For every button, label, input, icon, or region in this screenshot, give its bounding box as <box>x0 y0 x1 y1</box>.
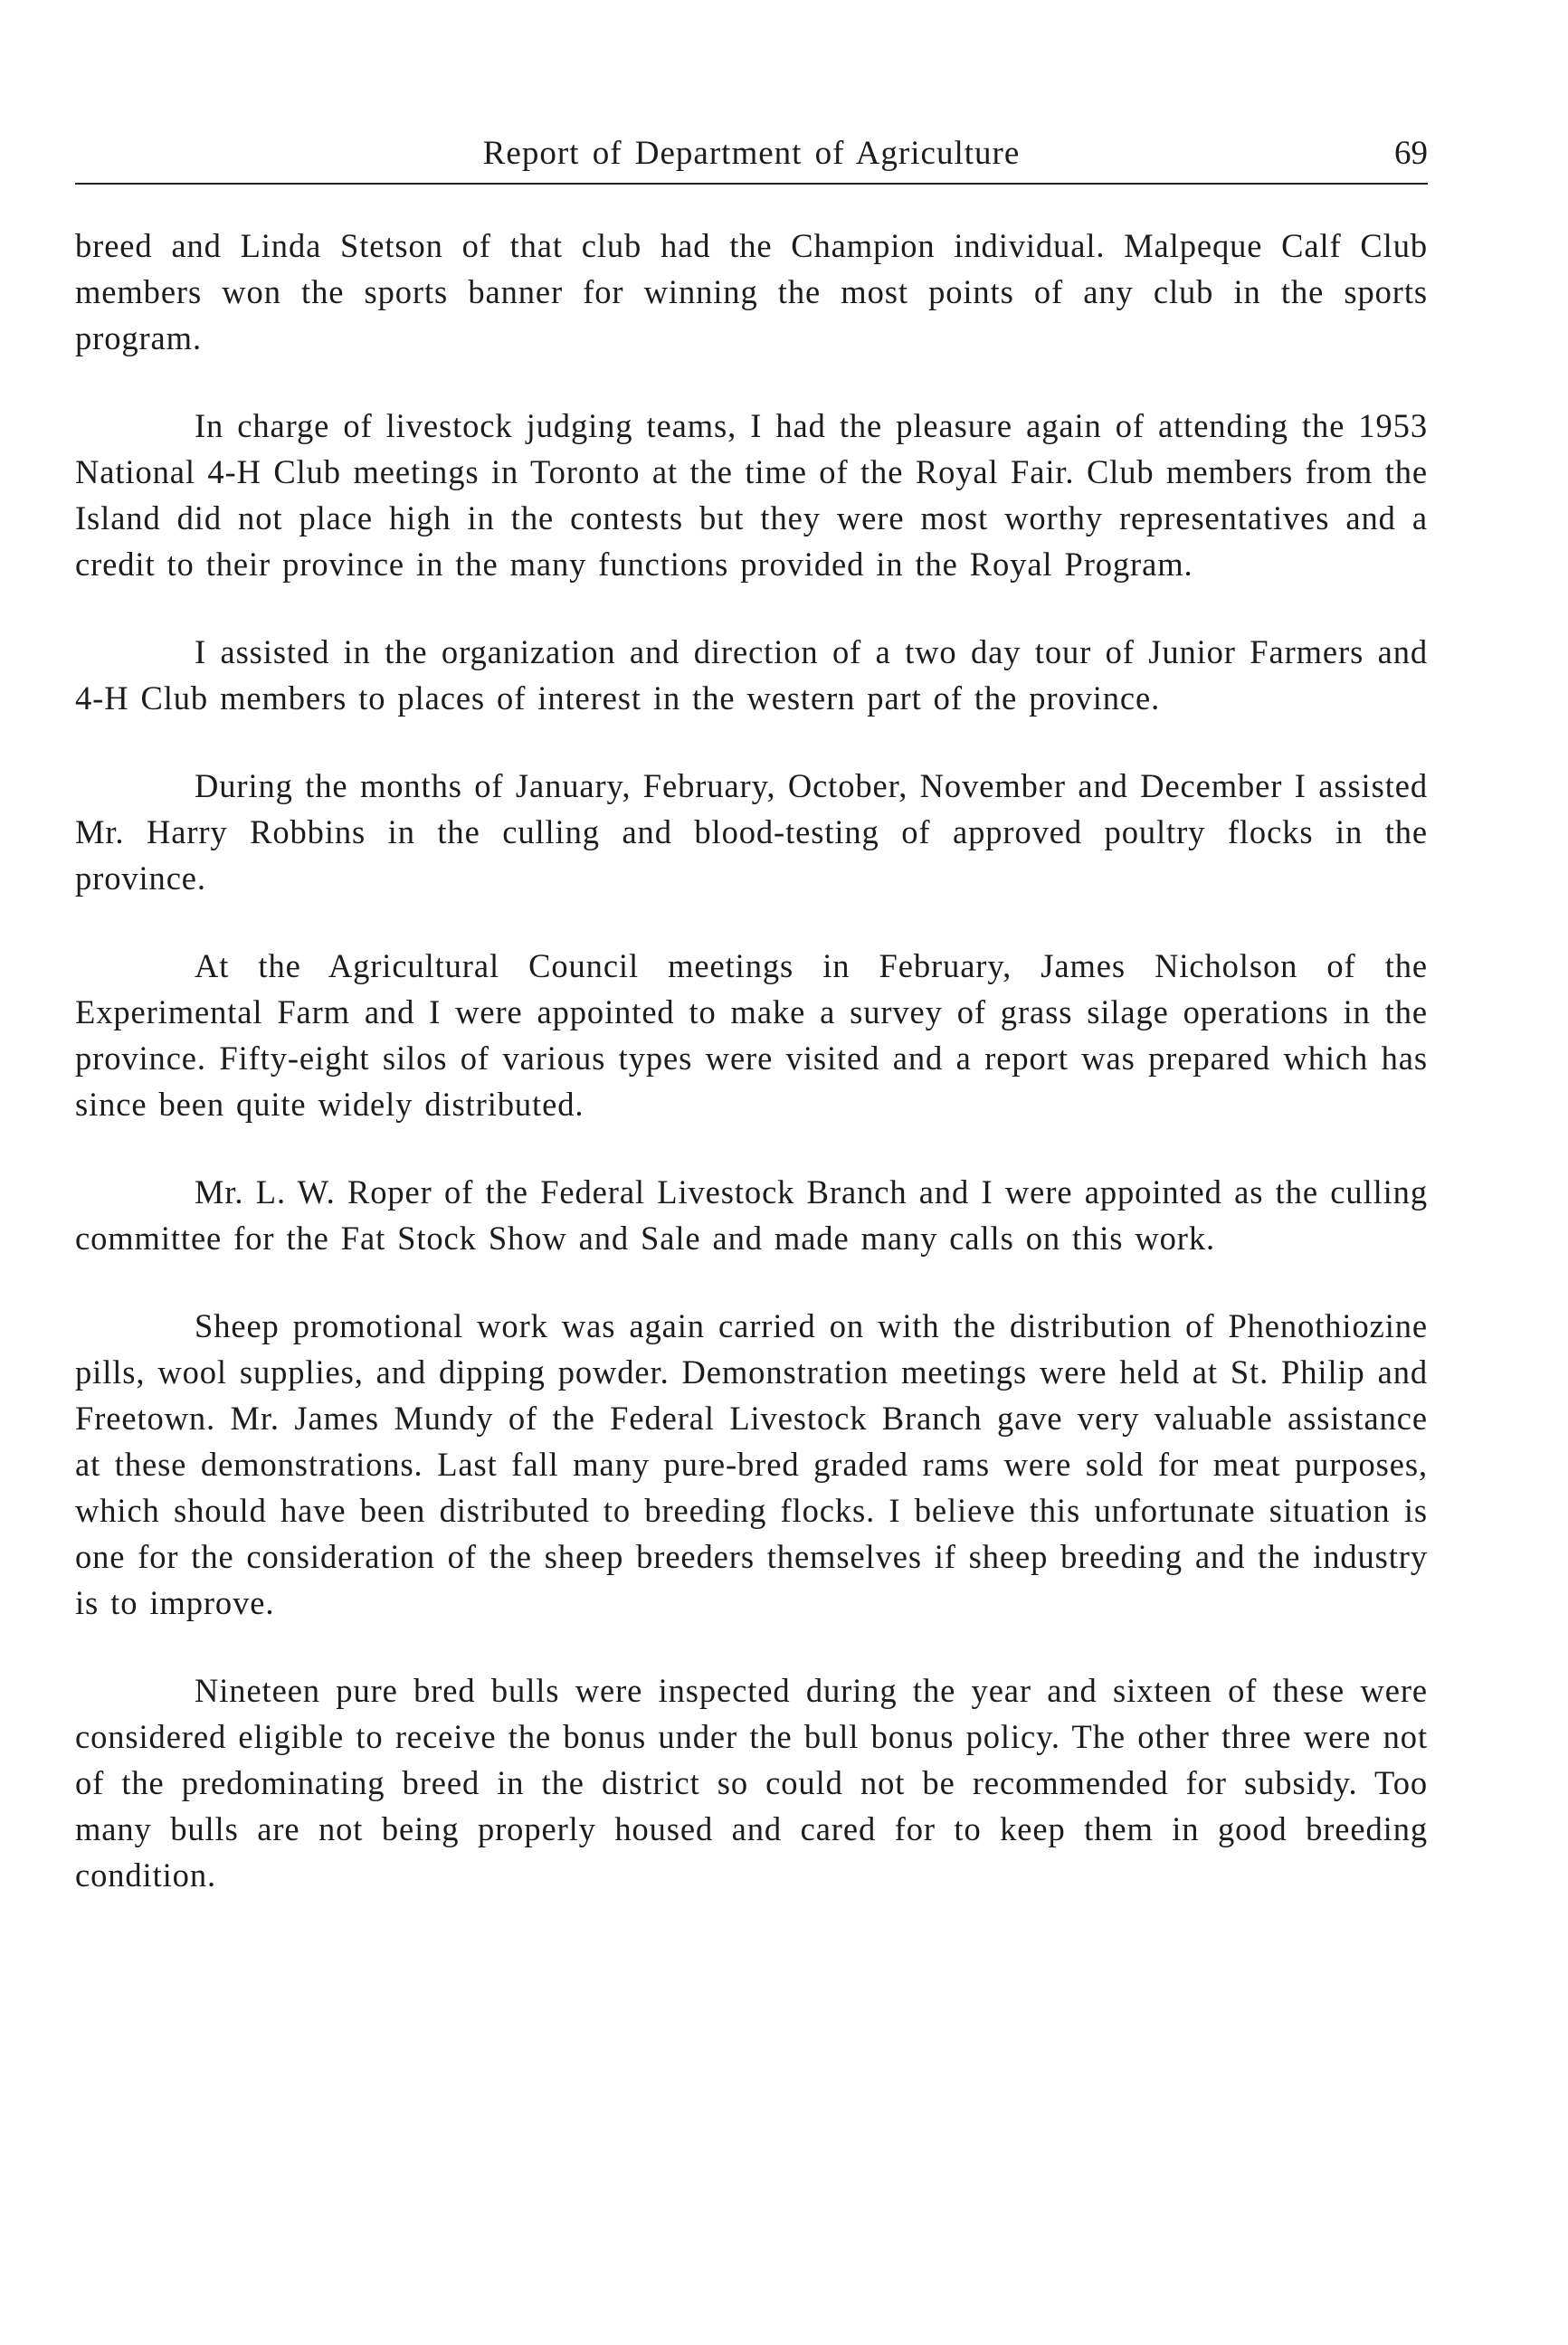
header-title: Report of Department of Agriculture <box>482 135 1021 172</box>
paragraph: Mr. L. W. Roper of the Federal Livestock Branch and I were appointed as the culling committee for the Fat Stock Show and Sale and made many calls on this work. <box>75 1173 1428 1257</box>
paragraph: Sheep promotional work was again carried on with the distribution of Phenothiozine pills, wool supplies, and dipping powder. Demonstration meetings were held at St. Philip and Freetown. Mr. James Mundy of the Federal Livestock Branch gave very valuable assistance at these demonstrations. Last fall many pure-bred graded rams were sold for meat purposes, which should have been distributed to breeding flocks. I believe this unfortunate situation is one for the consideration of the sheep breeders themselves if sheep breeding and the industry is to improve. <box>75 1307 1428 1621</box>
page-number: 69 <box>1394 135 1428 172</box>
paragraph: breed and Linda Stetson of that club had the Champion individual. Malpeque Calf Club members won the sports banner for winning the most points of any club in the sports program. <box>75 227 1428 356</box>
paragraph: At the Agricultural Council meetings in February, James Nicholson of the Experimental Farm and I were appointed to make a survey of grass silage operations in the province. Fifty-eight silos of various types were visited and a report was prepared which has since been quite widely distributed. <box>75 947 1428 1123</box>
running-header <box>75 127 1428 185</box>
paragraph: I assisted in the organization and direction of a two day tour of Junior Farmers and 4-H Club members to places of interest in the western part of the province. <box>75 633 1428 717</box>
body-text <box>75 223 1428 1898</box>
document-page <box>75 127 1428 1940</box>
paragraph: Nineteen pure bred bulls were inspected during the year and sixteen of these were considered eligible to receive the bonus under the bull bonus policy. The other three were not of the predominating breed in the district so could not be recommended for subsidy. Too many bulls are not being properly housed and cared for to keep them in good breeding condition. <box>75 1672 1428 1894</box>
paragraph: In charge of livestock judging teams, I had the pleasure again of attending the 1953 National 4-H Club meetings in Toronto at the time of the Royal Fair. Club members from the Island did not place high in the contests but they were most worthy representatives and a credit to their province in the many functions provided in the Royal Program. <box>75 407 1428 583</box>
paragraph: During the months of January, February, October, November and December I assisted Mr. Harry Robbins in the culling and blood-testing of approved poultry flocks in the province. <box>75 767 1428 897</box>
